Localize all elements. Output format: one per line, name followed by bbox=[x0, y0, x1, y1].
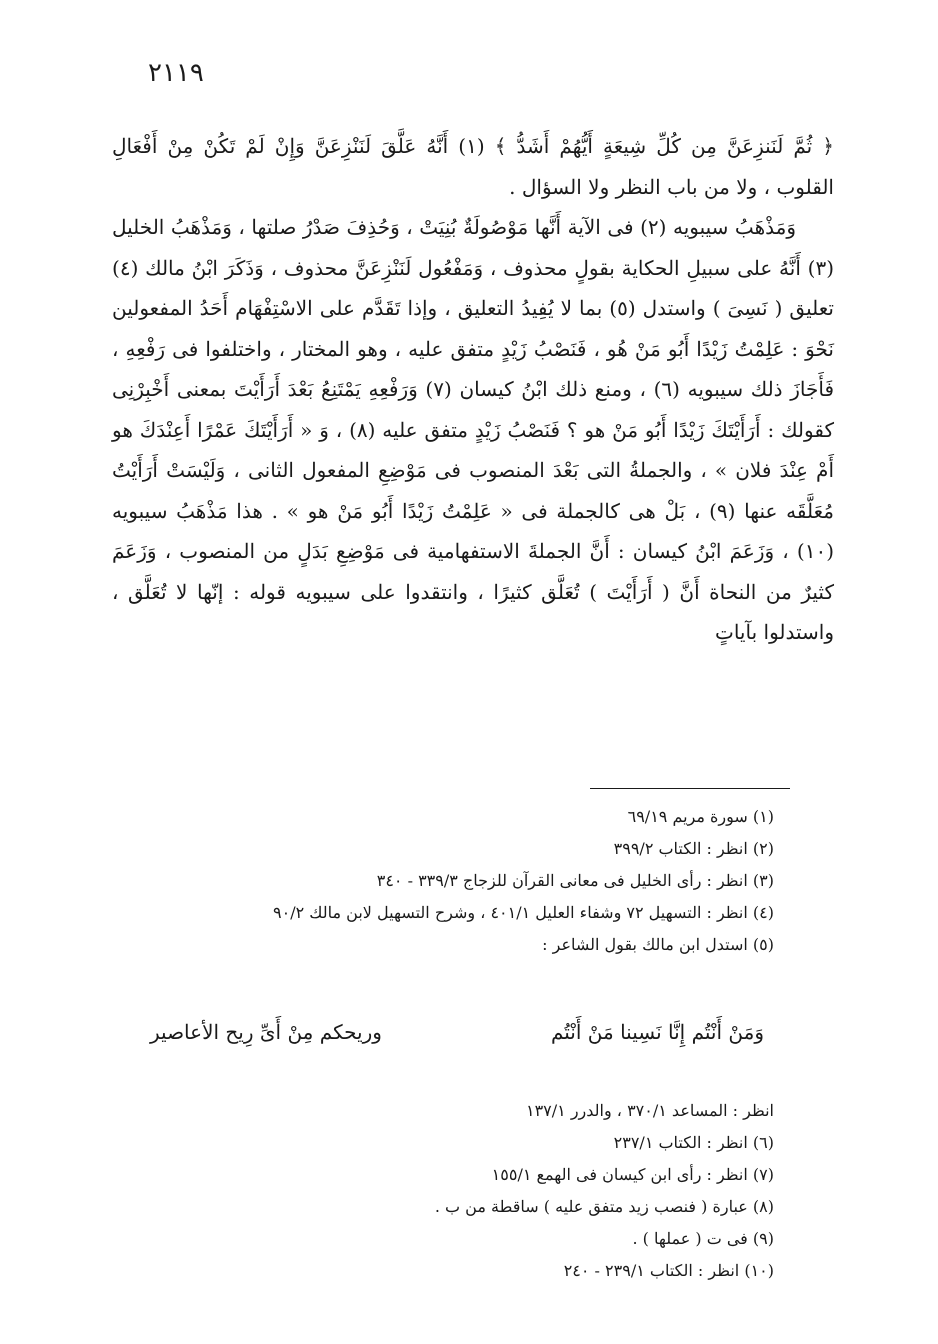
footnote-4: (٤) انظر : التسهيل ٧٢ وشفاء العليل ٤٠١/١ ، وشرح التسهيل لابن مالك ٩٠/٢ bbox=[273, 903, 774, 922]
footnote-10: (١٠) انظر : الكتاب ٢٣٩/١ - ٢٤٠ bbox=[563, 1261, 774, 1280]
main-text bbox=[112, 126, 834, 653]
footnote-9: (٩) فى ت ( عملها ) . bbox=[632, 1229, 774, 1248]
footnote-2: (٢) انظر : الكتاب ٣٩٩/٢ bbox=[613, 839, 774, 858]
footnote-8: (٨) عبارة ( فنصب زيد متفق عليه ) ساقطة من ب . bbox=[434, 1197, 774, 1216]
poem-first-hemistich: وَمَنْ أَنْتُم إِنَّا نَسِينا مَنْ أَنْتُم bbox=[550, 1020, 764, 1044]
footnote-6: (٦) انظر : الكتاب ٢٣٧/١ bbox=[613, 1133, 774, 1152]
footnotes-bottom bbox=[112, 1095, 774, 1287]
paragraph-1: ﴿ ثُمَّ لَنَنزِعَنَّ مِن كُلِّ شِيعَةٍ أَيُّهُمْ أَشَدُّ ﴾ (١) أَنَّهُ عَلَّقَ لَنَنْزِعَنَّ وَإِنْ لَمْ تَكُنْ مِنْ أَفْعَالِ القلوب ، ولا من باب النظر ولا السؤال . bbox=[112, 134, 834, 199]
footnote-3: (٣) انظر : رأى الخليل فى معانى القرآن للزجاج ٣٣٩/٣ - ٣٤٠ bbox=[376, 871, 774, 890]
poem-verse bbox=[150, 1012, 764, 1052]
footnote-separator bbox=[590, 788, 790, 789]
footnote-5-continued: انظر : المساعد ٣٧٠/١ ، والدرر ١٣٧/١ bbox=[525, 1101, 774, 1120]
poem-second-hemistich: وريحكم مِنْ أَىِّ رِيح الأعاصير bbox=[150, 1020, 382, 1044]
footnote-1: (١) سورة مريم ٦٩/١٩ bbox=[627, 807, 774, 826]
paragraph-2: وَمَذْهَبُ سيبويه (٢) فى الآية أَنَّها مَوْصُولَةٌ بُنِيَتْ ، وَحُذِفَ صَدْرُ صلتها ، وَمَذْهَبُ الخليل (٣) أَنَّهُ على سبيلِ الحكاية بقولٍ محذوف ، وَمَفْعُول لَنَنْزِعَنَّ محذوف ، وَذَكَرَ ابْنُ مالك (٤) تعليق ( نَسِىَ ) واستدل (٥) بما لا يُفِيدُ التعليق ، وإذا تَقَدَّم على الاسْتِفْهَام أَحَدُ المفعولين نَحْوَ : عَلِمْتُ زَيْدًا أَبُو مَنْ هُو ، فَنَصْبُ زَيْدٍ متفق عليه ، وهو المختار ، واختلفوا فى رَفْعِهِ ، فَأَجَازَ ذلك سيبويه (٦) ، ومنع ذلك ابْنُ كيسان (٧) وَرَفْعِهِ يَمْتَنِعُ بَعْدَ أَرَأَيْتَ بمعنى أَخْبِرْنِى كقولك : أَرَأَيْتَكَ زَيْدًا أَبُو مَنْ هو ؟ فَنَصْبُ زَيْدٍ متفق عليه (٨) ، وَ « أَرَأَيْتَكَ عَمْرًا أَعِنْدَكَ هو أَمْ عِنْدَ فلان » ، والجملةُ التى بَعْدَ المنصوب فى مَوْضِعِ المفعول الثانى ، وَلَيْسَتْ أَرَأَيْتُ مُعَلَّقَه عنها (٩) ، بَلْ هى كالجملة فى « عَلِمْتُ زَيْدًا أَبُو مَنْ هو » . هذا مَذْهَبُ سيبويه (١٠) ، وَزَعَمَ ابْنُ كيسان : أَنَّ الجملةَ الاستفهامية فى مَوْضِعِ بَدَلٍ من المنصوب ، وَزَعَمَ كثيرٌ من النحاة أَنَّ ( أَرَأَيْتَ ) تُعَلَّق كثيرًا ، وانتقدوا على سيبويه قوله : إنّها لا تُعَلَّق ، واستدلوا بآياتٍ bbox=[112, 215, 835, 644]
footnotes-top bbox=[112, 801, 774, 961]
footnote-7: (٧) انظر : رأى ابن كيسان فى الهمع ١٥٥/١ bbox=[491, 1165, 774, 1184]
footnote-5: (٥) استدل ابن مالك بقول الشاعر : bbox=[542, 935, 774, 954]
page-number: ٢١١٩ bbox=[148, 58, 204, 88]
